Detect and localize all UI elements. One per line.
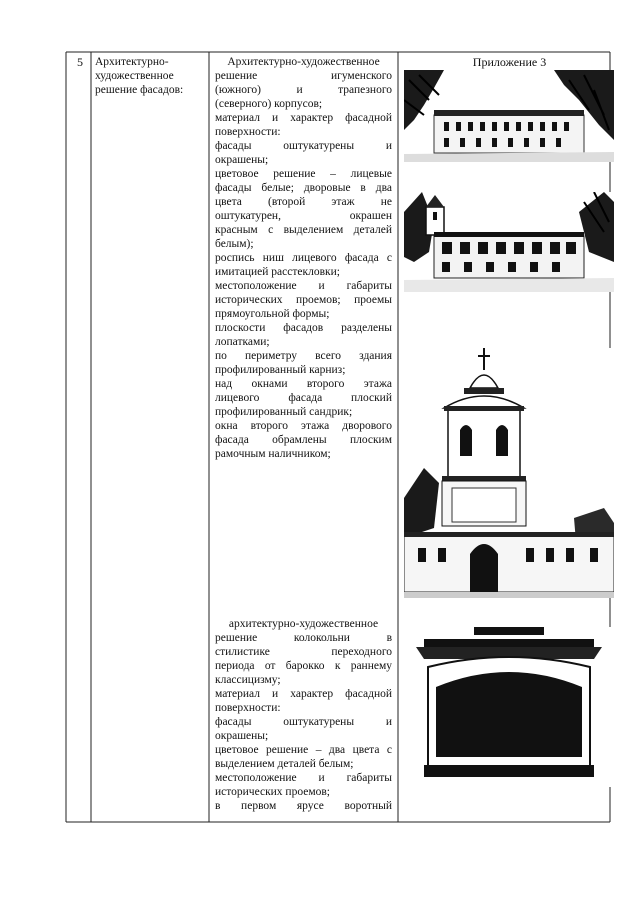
desc-line: местоположение и габариты xyxy=(215,772,392,784)
desc-line: цветовое решение – лицевые xyxy=(215,168,392,180)
desc-line: рамочным наличником; xyxy=(215,448,331,460)
desc-line: окрашены; xyxy=(215,730,269,742)
desc-line: местоположение и габариты xyxy=(215,280,392,292)
row-name-line: решение фасадов: xyxy=(95,84,184,96)
desc-line: лопатками; xyxy=(215,336,270,348)
appendix-label: Приложение 3 xyxy=(472,55,547,69)
desc-line: выделением деталей белым; xyxy=(215,758,354,770)
desc-line: цветовое решение – два цвета с xyxy=(215,744,392,756)
desc-line: решение игуменского xyxy=(215,70,392,82)
desc-line: имитацией расстекловки; xyxy=(215,266,340,278)
desc-line: роспись ниш лицевого фасада с xyxy=(215,252,392,264)
desc-line: фасады белые; дворовые в два xyxy=(215,182,392,194)
desc-line: оштукатурен, окрашен xyxy=(215,210,392,222)
desc-line: исторических проемов; xyxy=(215,786,330,798)
desc-line: материал и характер фасадной xyxy=(215,112,392,124)
desc-line: поверхности: xyxy=(215,702,281,714)
desc-line: поверхности: xyxy=(215,126,281,138)
desc-line: по периметру всего здания xyxy=(215,350,392,362)
desc-line: фасады оштукатурены и xyxy=(215,716,392,728)
desc-line: плоскости фасадов разделены xyxy=(215,322,392,334)
desc-line: фасады оштукатурены и xyxy=(215,140,392,152)
desc-line: окна второго этажа дворового xyxy=(215,420,392,432)
photo-refectory-building xyxy=(404,192,614,292)
desc-line: классицизму; xyxy=(215,674,281,686)
desc-line: стилистике переходного xyxy=(215,646,392,658)
row-name xyxy=(95,55,205,97)
desc-line: в первом ярусе воротный xyxy=(215,800,392,812)
desc-line: профилированный карниз; xyxy=(215,364,346,376)
desc-line: над окнами второго этажа xyxy=(215,378,392,390)
desc-line: профилированный сандрик; xyxy=(215,406,353,418)
desc-line: окрашены; xyxy=(215,154,269,166)
desc-line: цвета (второй этаж не xyxy=(215,196,392,208)
desc-line: (южного) и трапезного xyxy=(215,84,392,96)
row-name-line: Архитектурно- xyxy=(95,56,169,68)
desc-line: белым); xyxy=(215,238,254,250)
photo-abbot-building xyxy=(404,70,614,162)
desc-line: периода от барокко к раннему xyxy=(215,660,392,672)
description-block-2 xyxy=(215,617,392,813)
desc-line: прямоугольной формы; xyxy=(215,308,330,320)
desc-line: исторических проемов; проемы xyxy=(215,294,392,306)
desc-line: решение колокольни в xyxy=(215,632,392,644)
row-name-line: художественное xyxy=(95,70,174,82)
row-number: 5 xyxy=(77,55,83,69)
photo-gate-arch xyxy=(404,627,614,787)
desc-line: Архитектурно-художественное xyxy=(227,56,380,68)
description-block-1 xyxy=(215,55,392,461)
desc-line: красным с выделением деталей xyxy=(215,224,392,236)
desc-line: лицевого фасада плоский xyxy=(215,392,392,404)
desc-line: фасада обрамлены плоским xyxy=(215,434,392,446)
photo-bell-tower xyxy=(404,348,614,598)
desc-line: архитектурно-художественное xyxy=(228,618,379,630)
desc-line: материал и характер фасадной xyxy=(215,688,392,700)
desc-line: (северного) корпусов; xyxy=(215,98,323,110)
